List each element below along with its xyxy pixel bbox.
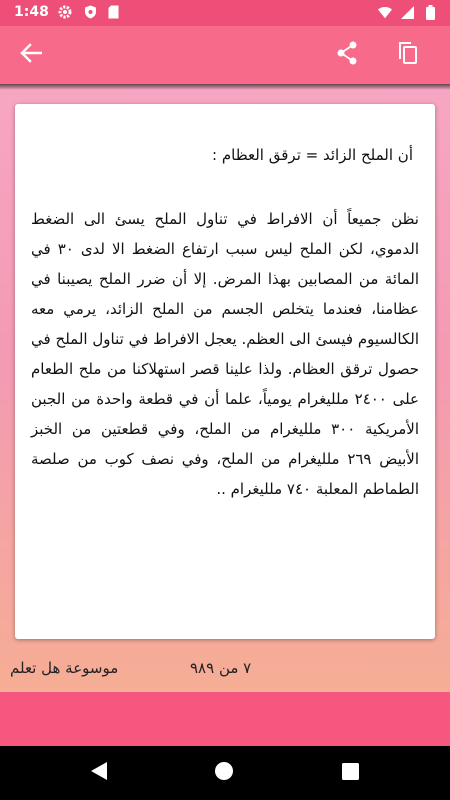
nav-recents-icon bbox=[342, 763, 359, 784]
nav-home-button[interactable] bbox=[213, 762, 235, 784]
app-bar-shadow bbox=[0, 84, 450, 90]
item-counter: ٧ من ٩٨٩ bbox=[190, 659, 252, 677]
nav-back-icon bbox=[90, 761, 108, 785]
nav-back-button[interactable] bbox=[88, 762, 110, 784]
category-label: موسوعة هل تعلم bbox=[10, 659, 119, 677]
article-body: نظن جميعاً أن الافراط في تناول الملح يسئ الى الضغط الدموي، لكن الملح ليس سبب ارتفاع الضغط الا لدى ٣٠ في المائة من المصابين بهذا المرض. إلا أن ضرر الملح يصيبنا في عظامنا، فعندما يتخلص الجسم من الملح الزائد، يرمي معه الكالسيوم فيسئ الى العظم. يعجل الافراط في تناول الملح في حصول ترقق العظام. ولذا علينا قصر استهلاكنا من ملح الطعام على ٢٤٠٠ ملليغرام يومياً، علما أن في قطعة واحدة من الجبن الأمريكية ٣٠٠ ملليغرام من الملح، وفي قطعتين من الخبز الأبيض ٢٦٩ ملليغرام من الملح، وفي نصف كوب من صلصة الطماطم المعلبة ٧٤٠ ملليغرام .. bbox=[31, 210, 420, 498]
nav-home-icon bbox=[214, 761, 234, 785]
article-card bbox=[15, 104, 435, 639]
battery-icon bbox=[423, 5, 437, 19]
arrow-left-icon bbox=[20, 43, 42, 67]
status-time: 1:48 bbox=[14, 4, 49, 20]
copy-button[interactable] bbox=[390, 38, 424, 72]
signal-icon bbox=[400, 5, 414, 19]
status-bar bbox=[0, 0, 450, 26]
wifi-icon bbox=[378, 5, 392, 19]
share-button[interactable] bbox=[330, 38, 364, 72]
shield-icon bbox=[83, 5, 97, 19]
copy-icon bbox=[396, 41, 418, 69]
article-title: أن الملح الزائد = ترقق العظام : bbox=[212, 146, 413, 164]
sd-card-icon bbox=[106, 5, 120, 19]
system-nav-bar bbox=[0, 746, 450, 800]
share-icon bbox=[336, 41, 358, 69]
bottom-band bbox=[0, 692, 450, 746]
gear-icon bbox=[58, 5, 72, 19]
nav-recents-button[interactable] bbox=[339, 762, 361, 784]
back-button[interactable] bbox=[14, 38, 48, 72]
app-bar bbox=[0, 26, 450, 84]
